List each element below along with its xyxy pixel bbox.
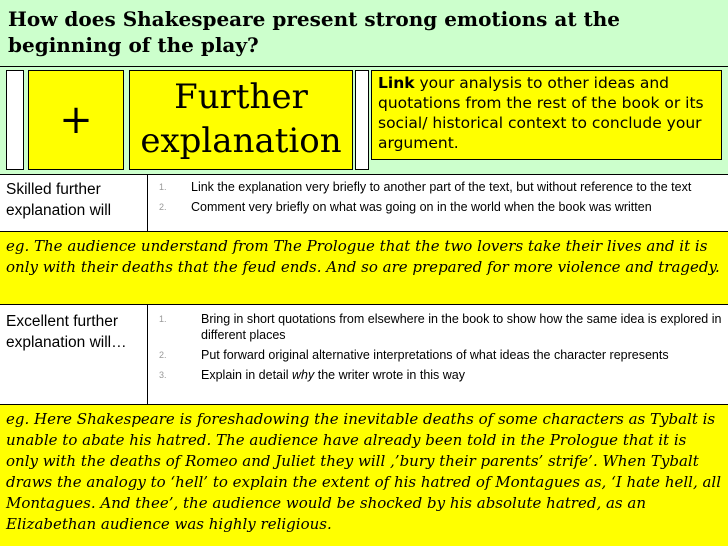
excellent-example: eg. Here Shakespeare is foreshadowing the inevitable deaths of some characters as Tybalt is unable to abate his hatred. The audience have already been told in the Prologue that it is only with the deaths of Romeo and Juliet they will ,’bury their parents’ strife’. When Tybalt draws the analogy to ‘hell’ to explain the extent of his hatred of Montagues as, ‘I hate hell, all Montagues. And thee’, the audience would be shocked by his absolute hatred, as an Elizabethan audience was highly religious.: [0, 405, 728, 546]
header-gap-box: [355, 70, 369, 170]
list-number: 3.: [159, 370, 167, 380]
list-number: 1.: [159, 182, 167, 192]
list-number: 1.: [159, 314, 167, 324]
list-text: Comment very briefly on what was going on in the world when the book was written: [191, 200, 652, 214]
list-item: [149, 311, 728, 343]
list-text-pre: Explain in detail: [201, 368, 293, 382]
skilled-label-cell: [0, 175, 148, 231]
list-item: [149, 199, 728, 215]
excellent-label-cell: [0, 305, 148, 404]
skilled-criteria-cell: [149, 175, 728, 231]
list-item: [149, 347, 728, 363]
list-number: 2.: [159, 350, 167, 360]
list-item: [149, 367, 728, 383]
excellent-criteria-list: [149, 311, 728, 383]
list-text: Put forward original alternative interpretations of what ideas the character represents: [201, 348, 669, 362]
list-number: 2.: [159, 202, 167, 212]
excellent-criteria-cell: [149, 305, 728, 404]
skilled-label: Skilled further explanation will: [6, 181, 112, 219]
excellent-label: Excellent further explanation will…: [6, 313, 127, 351]
link-keyword: Link: [378, 74, 415, 92]
plus-box: +: [28, 70, 124, 170]
header-divider: [0, 66, 728, 67]
header-left-box: [6, 70, 24, 170]
list-text-post: the writer wrote in this way: [314, 368, 466, 382]
page-title: How does Shakespeare present strong emotions at the beginning of the play?: [0, 0, 728, 66]
list-item: [149, 179, 728, 195]
link-instruction-box: [371, 70, 722, 160]
skilled-criteria-list: [149, 179, 728, 215]
further-explanation-heading: Further explanation: [129, 70, 353, 170]
link-instruction-text: your analysis to other ideas and quotations from the rest of the book or its social/ historical context to conclude your argument.: [378, 74, 704, 152]
skilled-example: eg. The audience understand from The Prologue that the two lovers take their lives and it is only with their deaths that the feud ends. And so are prepared for more violence and tragedy.: [0, 232, 728, 304]
list-text: Link the explanation very briefly to another part of the text, but without reference to the text: [191, 180, 692, 194]
list-text: Bring in short quotations from elsewhere in the book to show how the same idea is explored in different places: [201, 312, 722, 342]
list-text-emphasis: why: [292, 368, 315, 382]
